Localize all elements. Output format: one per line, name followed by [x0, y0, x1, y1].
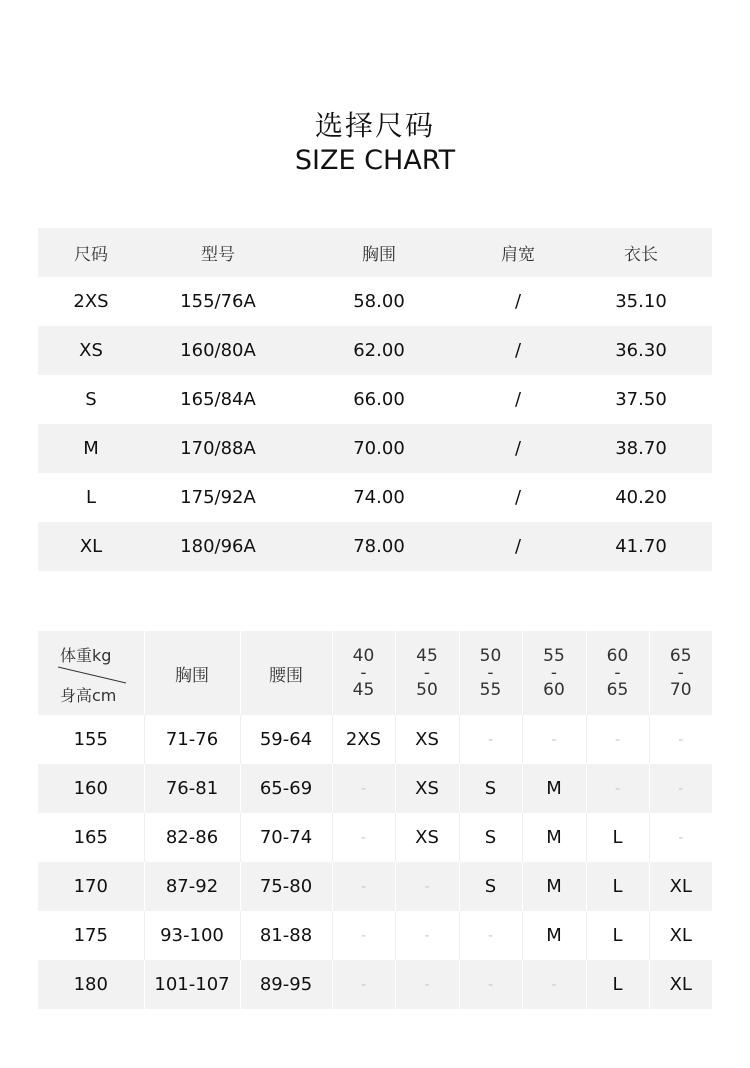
table-cell: 76-81 — [144, 764, 240, 813]
table-cell: XS — [395, 813, 459, 862]
table-cell: 170 — [38, 862, 144, 911]
table-cell: S — [459, 764, 522, 813]
table-cell: - — [586, 764, 649, 813]
table-cell: 58.00 — [353, 291, 405, 312]
table-cell: 36.30 — [615, 340, 667, 361]
table-cell: 37.50 — [615, 389, 667, 410]
table-cell: - — [395, 911, 459, 960]
table-cell: 155/76A — [180, 291, 256, 312]
table-cell: / — [514, 438, 522, 459]
table-cell: 160/80A — [180, 340, 256, 361]
table-cell: XL — [669, 925, 692, 946]
table-cell: 41.70 — [615, 536, 667, 557]
table-cell: L — [586, 813, 649, 862]
table-cell: - — [522, 960, 586, 1009]
table-cell: / — [514, 291, 522, 312]
table-cell: S — [459, 813, 522, 862]
header-chest: 胸围 — [362, 245, 396, 265]
table-row — [38, 473, 712, 522]
height-label: 身高cm — [60, 686, 117, 705]
table-cell: L — [586, 862, 649, 911]
table-row — [38, 326, 712, 375]
table-cell: M — [522, 764, 586, 813]
table-cell: - — [459, 715, 522, 764]
table-row — [38, 424, 712, 473]
table-cell: L — [586, 911, 649, 960]
table-cell: 62.00 — [353, 340, 405, 361]
table-cell: S — [85, 389, 97, 410]
table-cell: 89-95 — [240, 960, 332, 1009]
table-cell: - — [522, 715, 586, 764]
header-model: 型号 — [201, 245, 235, 265]
table-cell: - — [332, 813, 395, 862]
fit-table — [38, 631, 712, 1009]
table-cell: - — [395, 960, 459, 1009]
weight-range-4: 55 - 60 — [522, 631, 586, 715]
size-table — [38, 228, 712, 571]
header-waist: 腰围 — [240, 631, 332, 715]
table-cell: / — [514, 389, 522, 410]
table-row — [38, 522, 712, 571]
table-cell: XS — [79, 340, 103, 361]
weight-height-corner — [38, 631, 144, 715]
table-cell: 180 — [38, 960, 144, 1009]
table-cell: L — [85, 487, 97, 508]
table-cell: 165/84A — [180, 389, 256, 410]
table-cell: - — [332, 764, 395, 813]
table-cell: 155 — [38, 715, 144, 764]
table-cell: 87-92 — [144, 862, 240, 911]
table-row — [38, 715, 712, 764]
table-cell: 74.00 — [353, 487, 405, 508]
table-cell: 38.70 — [615, 438, 667, 459]
table-cell: S — [459, 862, 522, 911]
table-cell: - — [586, 715, 649, 764]
table-cell: - — [678, 731, 684, 748]
table-row — [38, 813, 712, 862]
table-cell: 101-107 — [144, 960, 240, 1009]
table-cell: 2XS — [73, 291, 109, 312]
weight-range-1: 40 - 45 — [332, 631, 395, 715]
table-cell: 35.10 — [615, 291, 667, 312]
table-row — [38, 911, 712, 960]
table-row — [38, 277, 712, 326]
table-cell: - — [678, 780, 684, 797]
table-cell: - — [678, 829, 684, 846]
table-cell: M — [522, 862, 586, 911]
table-cell: / — [514, 340, 522, 361]
page-title-chinese: 选择尺码 — [314, 109, 435, 142]
table-cell: 180/96A — [180, 536, 256, 557]
weight-range-5: 60 - 65 — [586, 631, 649, 715]
table-cell: 93-100 — [144, 911, 240, 960]
table-cell: 160 — [38, 764, 144, 813]
table-cell: M — [522, 813, 586, 862]
weight-range-3: 50 - 55 — [459, 631, 522, 715]
table-cell: 65-69 — [240, 764, 332, 813]
weight-range-2: 45 - 50 — [395, 631, 459, 715]
size-table-header-row — [38, 228, 712, 277]
table-cell: 165 — [38, 813, 144, 862]
table-cell: 70.00 — [353, 438, 405, 459]
table-cell: 66.00 — [353, 389, 405, 410]
table-row — [38, 375, 712, 424]
table-cell: 71-76 — [144, 715, 240, 764]
table-cell: - — [332, 911, 395, 960]
table-cell: XL — [79, 536, 103, 557]
header-length: 衣长 — [624, 245, 658, 265]
table-cell: 175/92A — [180, 487, 256, 508]
table-cell: - — [395, 862, 459, 911]
table-cell: - — [459, 911, 522, 960]
table-row — [38, 960, 712, 1009]
table-cell: 81-88 — [240, 911, 332, 960]
table-cell: / — [514, 487, 522, 508]
table-cell: XL — [669, 974, 692, 995]
table-cell: XS — [395, 764, 459, 813]
table-cell: - — [332, 862, 395, 911]
table-cell: - — [459, 960, 522, 1009]
table-cell: / — [514, 536, 522, 557]
table-cell: M — [83, 438, 99, 459]
table-cell: 170/88A — [180, 438, 256, 459]
table-cell: 82-86 — [144, 813, 240, 862]
table-cell: 59-64 — [240, 715, 332, 764]
table-cell: XS — [395, 715, 459, 764]
weight-label: 体重kg — [60, 646, 112, 665]
table-cell: L — [586, 960, 649, 1009]
table-cell: 40.20 — [615, 487, 667, 508]
table-cell: 70-74 — [240, 813, 332, 862]
table-cell: 175 — [38, 911, 144, 960]
header-shoulder: 肩宽 — [501, 245, 535, 265]
table-row — [38, 764, 712, 813]
weight-range-6: 65 - 70 — [669, 645, 692, 700]
table-cell: 2XS — [332, 715, 395, 764]
table-cell: XL — [669, 876, 692, 897]
header-chest: 胸围 — [144, 631, 240, 715]
table-row — [38, 862, 712, 911]
header-size: 尺码 — [74, 245, 108, 265]
table-cell: - — [332, 960, 395, 1009]
table-cell: M — [522, 911, 586, 960]
table-cell: 75-80 — [240, 862, 332, 911]
table-cell: 78.00 — [353, 536, 405, 557]
page-title-english: SIZE CHART — [294, 145, 456, 176]
fit-table-header-row — [38, 631, 712, 715]
